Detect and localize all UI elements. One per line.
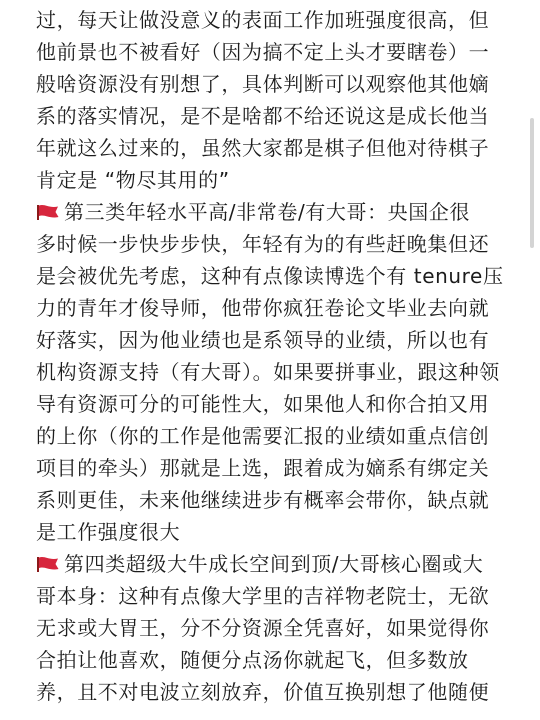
text-line-11: 好落实，因为他业绩也是系领导的业绩，所以也有	[36, 328, 490, 352]
section-heading-third-type	[36, 196, 506, 228]
text-line-1: 过，每天让做没意义的表面工作加班强度很高，但	[36, 8, 490, 32]
text-line-3: 般啥资源没有别想了，具体判断可以观察他其他嫡	[36, 72, 490, 96]
text-line-19: 哥本身：这种有点像大学里的吉祥物老院士，无欲	[36, 584, 490, 608]
red-flag-icon	[36, 549, 60, 565]
text-line-20: 无求或大胃王，分不分资源全凭喜好，如果觉得你	[36, 616, 490, 640]
section-heading-text: 第三类年轻水平高/非常卷/有大哥：央国企很	[64, 200, 471, 224]
text-line-9: 是会被优先考虑，这种有点像读博选个有 tenure压	[36, 264, 504, 288]
text-line-17: 是工作强度很大	[36, 520, 181, 544]
text-line-15: 项目的牵头）那就是上选，跟着成为嫡系有绑定关	[36, 456, 490, 480]
text-line-10: 力的青年才俊导师，他带你疯狂卷论文毕业去向就	[36, 296, 490, 320]
article-body	[36, 0, 506, 708]
text-line-5: 年就这么过来的，虽然大家都是棋子但他对待棋子	[36, 136, 490, 160]
red-flag-icon	[36, 197, 60, 213]
scrollbar-thumb[interactable]	[530, 118, 534, 248]
text-line-14: 的上你（你的工作是他需要汇报的业绩如重点信创	[36, 424, 490, 448]
text-line-21: 合拍让他喜欢，随便分点汤你就起飞，但多数放	[36, 648, 469, 672]
text-line-13: 导有资源可分的可能性大，如果他人和你合拍又用	[36, 392, 490, 416]
text-line-12: 机构资源支持（有大哥）。如果要拼事业，跟这种领	[36, 360, 500, 384]
text-line-16: 系则更佳，未来他继续进步有概率会带你，缺点就	[36, 488, 490, 512]
text-line-6: 肯定是 “物尽其用的”	[36, 168, 230, 192]
text-line-4: 系的落实情况，是不是啥都不给还说这是成长他当	[36, 104, 490, 128]
text-line-2: 他前景也不被看好（因为搞不定上头才要瞎卷）一	[36, 40, 490, 64]
text-line-8: 多时候一步快步步快，年轻有为的有些赶晚集但还	[36, 232, 490, 256]
section-heading-text: 第四类超级大牛成长空间到顶/大哥核心圈或大	[64, 552, 484, 576]
text-line-22: 养，且不对电波立刻放弃，价值互换别想了他随便	[36, 680, 490, 704]
section-heading-fourth-type	[36, 548, 506, 580]
